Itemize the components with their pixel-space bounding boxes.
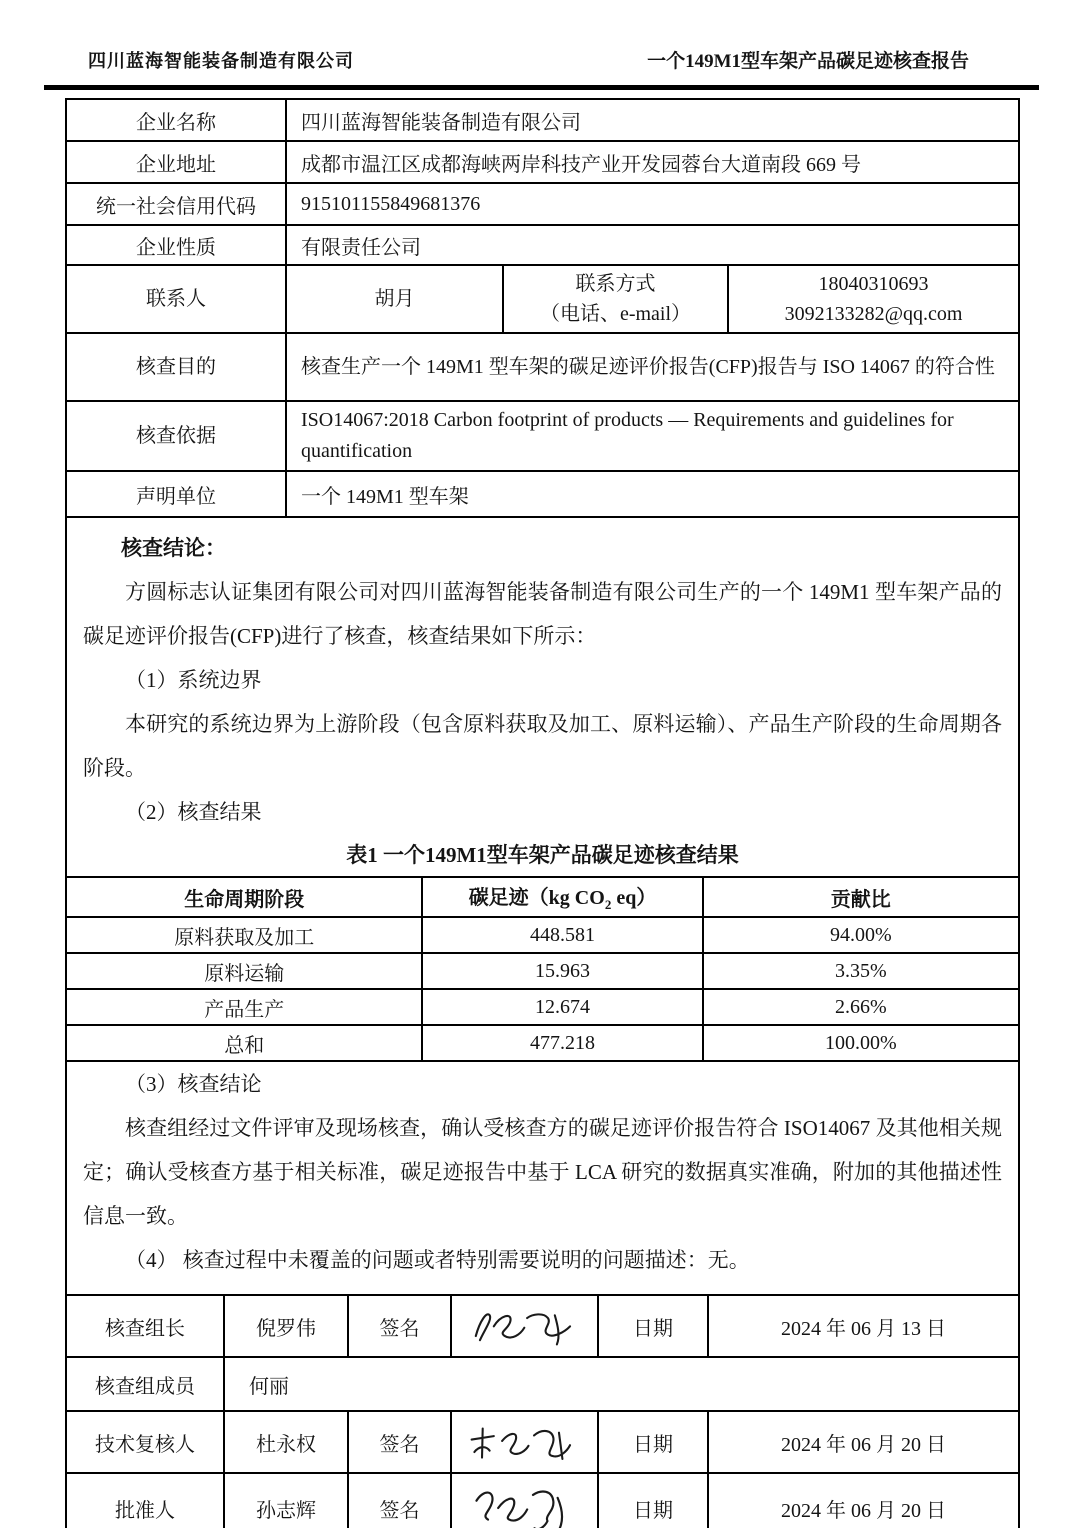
approver-date-label: 日期 (598, 1473, 708, 1528)
table-row (66, 953, 1019, 989)
table-row (66, 917, 1019, 953)
header-report-title: 一个149M1型车架产品碳足迹核查报告 (647, 51, 969, 72)
conclusion-item-2: （2）核查结果 (125, 800, 262, 824)
share-cell: 100.00% (703, 1025, 1019, 1061)
verification-purpose-label: 核查目的 (66, 333, 286, 401)
table-row (66, 183, 1019, 225)
reviewer-date-label: 日期 (598, 1411, 708, 1473)
table-row (66, 1411, 1019, 1473)
leader-signature-scribble (460, 1300, 590, 1352)
share-cell: 3.35% (703, 953, 1019, 989)
conclusion-paragraph-2: 本研究的系统边界为上游阶段（包含原料获取及加工、原料运输）、产品生产阶段的生命周期各阶段。 (83, 712, 1002, 780)
leader-date-label: 日期 (598, 1295, 708, 1357)
table-row (66, 265, 1019, 333)
approver-role: 批准人 (66, 1473, 224, 1528)
leader-date: 2024 年 06 月 13 日 (708, 1295, 1019, 1357)
contact-method-line1: 联系方式 (575, 273, 656, 295)
stage-cell: 原料获取及加工 (66, 917, 422, 953)
approver-signature (451, 1473, 598, 1528)
credit-code-label: 统一社会信用代码 (66, 183, 286, 225)
company-name-value: 四川蓝海智能装备制造有限公司 (286, 99, 1019, 141)
approver-sign-label: 签名 (348, 1473, 451, 1528)
company-address-value: 成都市温江区成都海峡两岸科技产业开发园蓉台大道南段 669 号 (286, 141, 1019, 183)
table-row (66, 141, 1019, 183)
col-header-share: 贡献比 (703, 877, 1019, 917)
reviewer-role: 技术复核人 (66, 1411, 224, 1473)
results-table (65, 876, 1020, 1062)
contact-method-value (728, 265, 1019, 333)
contact-method-line2: （电话、e-mail） (539, 303, 692, 325)
col-header-stage: 生命周期阶段 (66, 877, 422, 917)
results-table-title: 表1 一个149M1型车架产品碳足迹核查结果 (346, 843, 739, 867)
conclusion-section (65, 518, 1020, 1294)
contact-phone: 18040310693 (818, 273, 929, 295)
header-company: 四川蓝海智能装备制造有限公司 (88, 51, 354, 71)
approver-signature-scribble (460, 1479, 590, 1528)
table-row (66, 1473, 1019, 1528)
declared-unit-label: 声明单位 (66, 471, 286, 517)
approver-name: 孙志辉 (224, 1473, 348, 1528)
reviewer-name: 杜永权 (224, 1411, 348, 1473)
contact-email: 3092133282@qq.com (784, 303, 963, 325)
conclusion-paragraph-1: 方圆标志认证集团有限公司对四川蓝海智能装备制造有限公司生产的一个 149M1 型车架产品的碳足迹评价报告(CFP)进行了核查，核查结果如下所示： (83, 580, 1002, 648)
footprint-cell: 477.218 (422, 1025, 702, 1061)
company-name-label: 企业名称 (66, 99, 286, 141)
table-row (66, 1295, 1019, 1357)
contact-label: 联系人 (66, 265, 286, 333)
leader-name: 倪罗伟 (224, 1295, 348, 1357)
company-type-label: 企业性质 (66, 225, 286, 265)
col-header-footprint-prefix: 碳足迹（kg CO (468, 887, 605, 909)
table-row (66, 333, 1019, 401)
stage-cell: 总和 (66, 1025, 422, 1061)
table-row (66, 1025, 1019, 1061)
credit-code-value: 915101155849681376 (286, 183, 1019, 225)
footprint-cell: 448.581 (422, 917, 702, 953)
contact-method-label (503, 265, 728, 333)
document-body (65, 98, 1020, 1528)
conclusion-item-3: （3）核查结论 (125, 1072, 262, 1096)
reviewer-date: 2024 年 06 月 20 日 (708, 1411, 1019, 1473)
member-name: 何丽 (224, 1357, 1019, 1411)
declared-unit-value: 一个 149M1 型车架 (286, 471, 1019, 517)
page-header (44, 0, 1039, 90)
contact-name: 胡月 (286, 265, 503, 333)
footprint-cell: 15.963 (422, 953, 702, 989)
reviewer-sign-label: 签名 (348, 1411, 451, 1473)
table-row (66, 225, 1019, 265)
reviewer-signature (451, 1411, 598, 1473)
col-header-footprint (422, 877, 702, 917)
leader-role: 核查组长 (66, 1295, 224, 1357)
signoff-table (65, 1294, 1020, 1528)
leader-signature (451, 1295, 598, 1357)
leader-sign-label: 签名 (348, 1295, 451, 1357)
table-row (66, 989, 1019, 1025)
company-type-value: 有限责任公司 (286, 225, 1019, 265)
table-row (66, 471, 1019, 517)
enterprise-info-table (65, 98, 1020, 518)
table-row (66, 401, 1019, 471)
member-role: 核查组成员 (66, 1357, 224, 1411)
share-cell: 94.00% (703, 917, 1019, 953)
share-cell: 2.66% (703, 989, 1019, 1025)
conclusion-paragraph-3: 核查组经过文件评审及现场核查，确认受核查方的碳足迹评价报告符合 ISO14067 及其他相关规定；确认受核查方基于相关标准，碳足迹报告中基于 LCA 研究的数据真实准确，附加的其他描述性信息一致。 (83, 1116, 1002, 1228)
footprint-cell: 12.674 (422, 989, 702, 1025)
conclusion-item-4: （4） 核查过程中未覆盖的问题或者特别需要说明的问题描述：无。 (125, 1248, 750, 1272)
col-header-footprint-sub: 2 (604, 897, 612, 912)
col-header-footprint-suffix: eq） (611, 887, 657, 909)
verification-purpose-value: 核查生产一个 149M1 型车架的碳足迹评价报告(CFP)报告与 ISO 14067 的符合性 (286, 333, 1019, 401)
table-row (66, 1357, 1019, 1411)
verification-basis-value: ISO14067:2018 Carbon footprint of products — Requirements and guidelines for quantification (286, 401, 1019, 471)
approver-date: 2024 年 06 月 20 日 (708, 1473, 1019, 1528)
table-header-row (66, 877, 1019, 917)
stage-cell: 原料运输 (66, 953, 422, 989)
stage-cell: 产品生产 (66, 989, 422, 1025)
conclusion-heading: 核查结论： (121, 536, 226, 560)
table-row (66, 99, 1019, 141)
reviewer-signature-scribble (460, 1416, 590, 1468)
conclusion-item-1: （1）系统边界 (125, 668, 262, 692)
verification-basis-label: 核查依据 (66, 401, 286, 471)
company-address-label: 企业地址 (66, 141, 286, 183)
